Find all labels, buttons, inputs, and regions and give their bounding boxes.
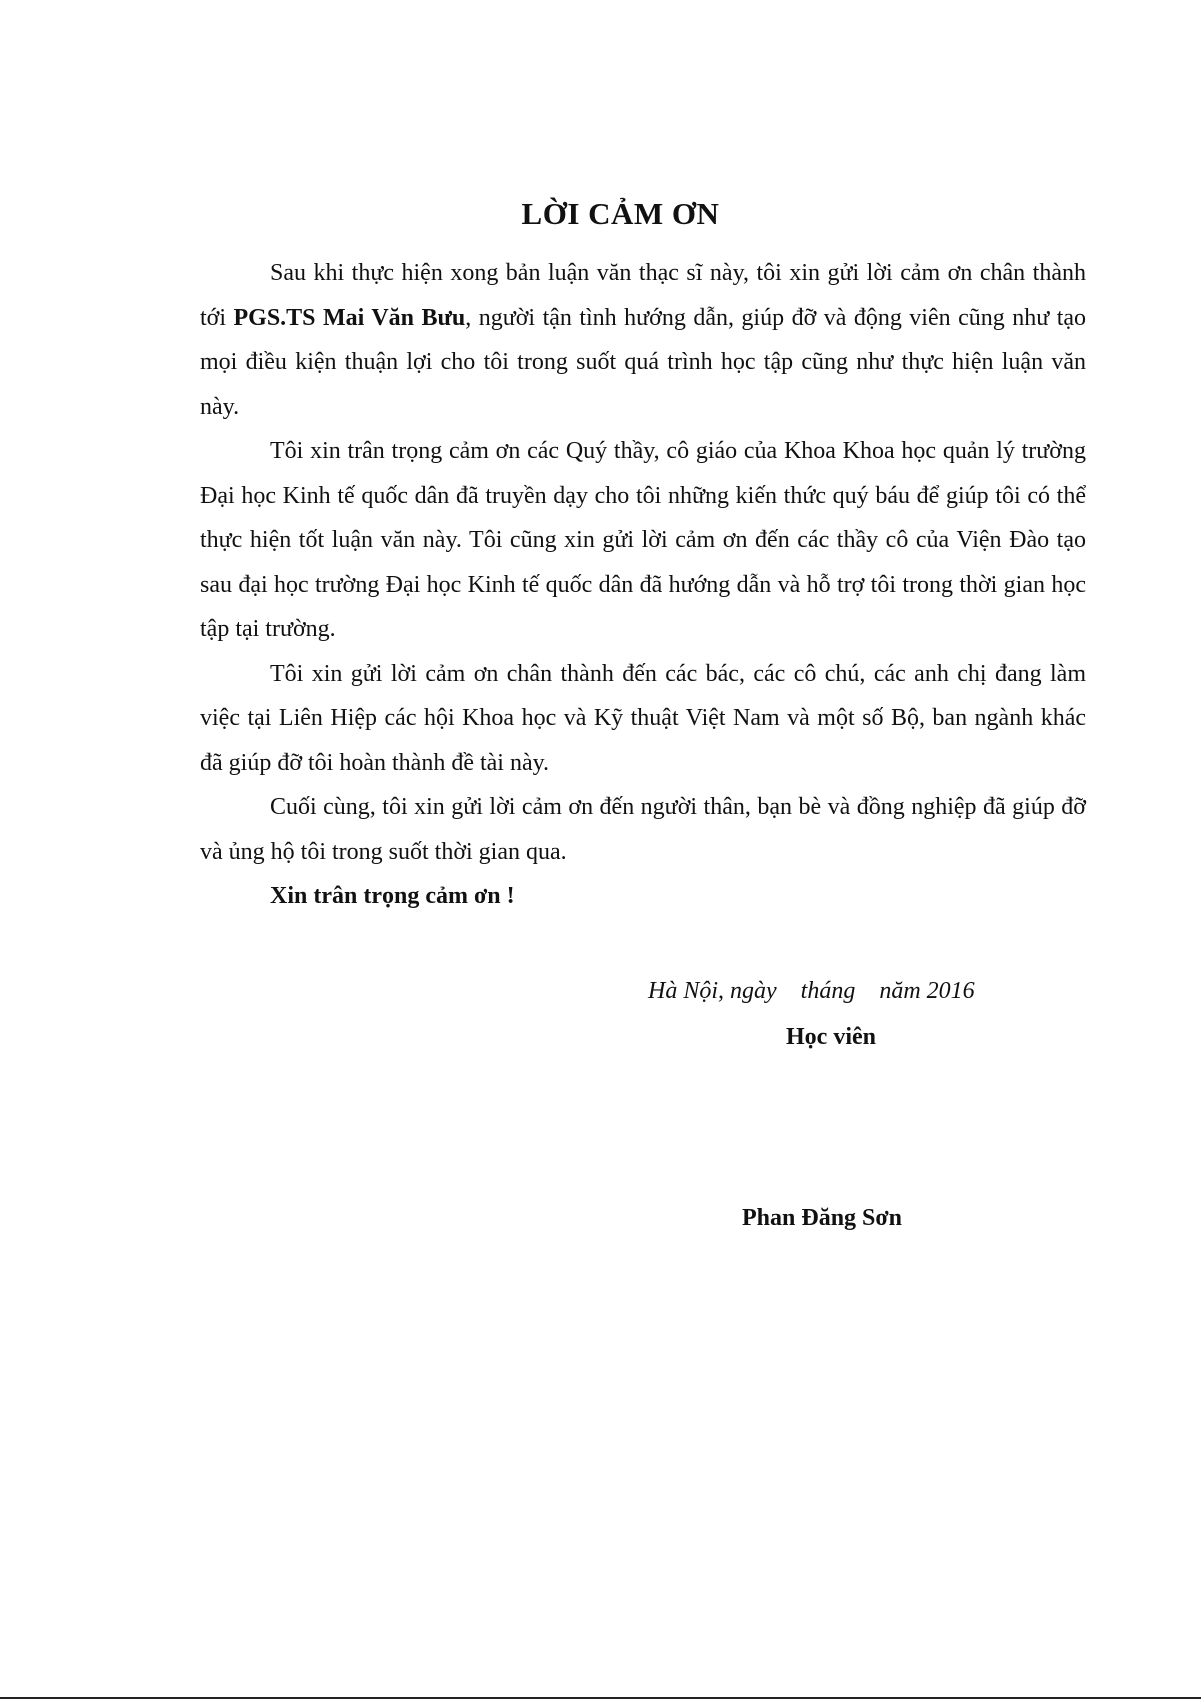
closing-line: Xin trân trọng cảm ơn !	[270, 883, 515, 909]
signer-role: Học viên	[786, 1024, 876, 1050]
paragraph-1-tail: , người tận tình hướng dẫn, giúp đỡ và động viên cũng như tạo mọi điều kiện thuận lợi cho tôi trong suốt quá trình học tập cũng như thực hiện luận văn này.	[200, 304, 1087, 420]
place-date: Hà Nội, ngày tháng năm 2016	[648, 978, 975, 1004]
paragraph-4: Cuối cùng, tôi xin gửi lời cảm ơn đến người thân, bạn bè và đồng nghiệp đã giúp đỡ và ủng hộ tôi trong suốt thời gian qua.	[200, 794, 1086, 865]
paragraph-3: Tôi xin gửi lời cảm ơn chân thành đến các bác, các cô chú, các anh chị đang làm việc tại Liên Hiệp các hội Khoa học và Kỹ thuật Việt Nam và một số Bộ, ban ngành khác đã giúp đỡ tôi hoàn thành đề tài này.	[200, 660, 1086, 776]
advisor-name: PGS.TS Mai Văn Bưu	[233, 304, 466, 331]
signer-name: Phan Đăng Sơn	[742, 1205, 903, 1231]
page-title: LỜI CẢM ƠN	[521, 196, 720, 231]
paragraph-1	[200, 251, 1086, 429]
document-body	[200, 251, 1086, 919]
paragraph-1-lead: Sau khi thực hiện xong bản luận văn thạc sĩ này, tôi xin gửi lời cảm ơn chân thành tới	[200, 260, 1086, 331]
paragraph-2: Tôi xin trân trọng cảm ơn các Quý thầy, cô giáo của Khoa Khoa học quản lý trường Đại học Kinh tế quốc dân đã truyền dạy cho tôi những kiến thức quý báu để giúp tôi có thể thực hiện tốt luận văn này. Tôi cũng xin gửi lời cảm ơn đến các thầy cô của Viện Đào tạo sau đại học trường Đại học Kinh tế quốc dân đã hướng dẫn và hỗ trợ tôi trong thời gian học tập tại trường.	[200, 438, 1086, 642]
